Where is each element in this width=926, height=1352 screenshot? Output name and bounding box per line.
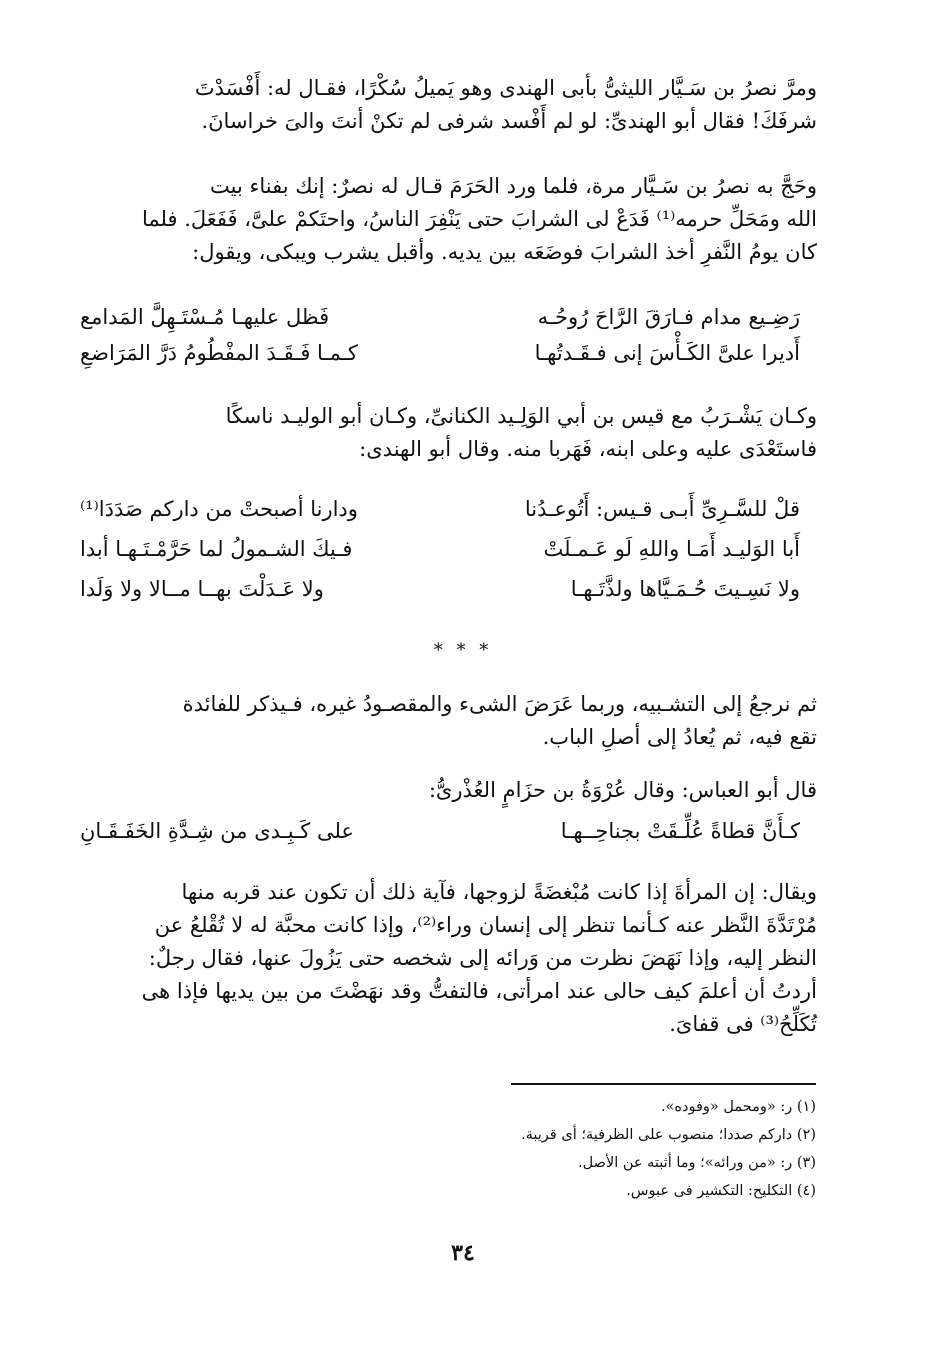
verse-first-hemistich: أَديرا علىَّ الكَـأْسَ إنى فـقَـدتُهـا bbox=[534, 341, 800, 365]
footnote: (٢) داركم صددا؛ منصوب على الظرفية؛ أى قريبة. bbox=[521, 1127, 816, 1143]
text-line: ثم نرجعُ إلى التشـبيه، وربما عَرَضَ الشىء والمقصـودُ غيره، فـيذكر للفائدة bbox=[182, 692, 817, 716]
text-line: النظر إليه، وإذا نَهَضَ نظرت من وَرائه إلى شخصه حتى يَزُولَ عنها، فقال رجلٌ: bbox=[148, 946, 817, 970]
text-line: قال أبو العباس: وقال عُرْوَةُ بن حزَامٍ العُذْرىُّ: bbox=[428, 778, 817, 802]
verse-second-hemistich: ودارنا أصبحتْ من داركم صَدَدَا⁽¹⁾ bbox=[80, 497, 358, 521]
footnote: (٤) التكليح: التكشير فى عبوس. bbox=[626, 1183, 816, 1199]
text-line: أردتُ أن أعلمَ كيف حالى عند امرأتى، فالتفتُّ وقد نهَضْتَ من بين يديها فإذا هى bbox=[141, 979, 817, 1003]
page-number: ٣٤ bbox=[451, 1240, 475, 1266]
text-line: ويقال: إن المرأةَ إذا كانت مُبْغضَةً لزوجها، فآية ذلك أن تكون عند قربه منها bbox=[181, 880, 817, 904]
verse-first-hemistich: ولا نَسِـيتَ حُـمَـيَّاها ولذَّتَـهـا bbox=[570, 577, 800, 601]
verse-second-hemistich: فَظل عليهـا مُـسْتَـهِلَّ المَدامع bbox=[80, 305, 330, 329]
text-line: وكـان يَشْـرَبُ مع قيس بن أبي الوَلِـيد الكنانىِّ، وكـان أبو الوليـد ناسكًا bbox=[225, 404, 817, 428]
footnote: (٣) ر: «من ورائه»؛ وما أثبته عن الأصل. bbox=[578, 1155, 816, 1171]
verse-second-hemistich: فـيكَ الشـمولُ لما حَرَّمْـتَـهـا أبدا bbox=[80, 537, 353, 561]
paragraph-4 bbox=[62, 688, 817, 754]
text-line: مُرْتَدَّةَ النَّظر عنه كـأنما تنظر إلى إنسان وراء⁽²⁾، وإذا كانت محبَّة له لا تُقْلعُ عن bbox=[154, 913, 817, 937]
paragraph-6 bbox=[62, 876, 817, 1041]
verse-second-hemistich: كـمـا فَـقَـدَ المفْطُومُ دَرَّ المَرَاضعِ bbox=[80, 341, 358, 365]
verse-second-hemistich: ولا عَـدَلْتَ بهــا مــالا ولا وَلَدا bbox=[80, 577, 324, 601]
text-line: شرفَكَ! فقال أبو الهندىِّ: لو لم أَفْسد شرفى لم تكنْ أنتَ والىَ خراسانَ. bbox=[201, 109, 817, 133]
text-line: تقع فيه، ثم يُعادُ إلى أصلِ الباب. bbox=[542, 725, 817, 749]
verse-second-hemistich: على كَـبِـدى من شِـدَّةِ الخَفَـقَـانِ bbox=[80, 819, 354, 843]
verse-first-hemistich: قلْ للسَّـرِىِّ أَبـى قـيس: أَتُوعـدُنا bbox=[524, 497, 800, 521]
text-line: تُكَلِّحُ⁽³⁾ فى قفاىَ. bbox=[669, 1012, 817, 1036]
footnote: (١) ر: «ومحمل «وفوده». bbox=[660, 1099, 816, 1115]
text-line: الله ومَحَلِّ حرمه⁽¹⁾ فَدَعْ لى الشرابَ حتى يَنْفِرَ الناسُ، واحتَكمْ علىَّ، فَفَعَلَ. فلما bbox=[141, 207, 817, 231]
verse-first-hemistich: رَضِـيع مدام فـارَقَ الرَّاحَ رُوحُـه bbox=[537, 305, 800, 329]
section-separator: * * * bbox=[433, 640, 493, 661]
verse-first-hemistich: كـأَنَّ قطاةً عُلِّـقَتْ بجناحِــهـا bbox=[560, 819, 800, 843]
verse-line bbox=[80, 300, 800, 334]
verse-first-hemistich: أَبا الوَليـد أَمَـا واللهِ لَو عَـمـلَتْ bbox=[543, 537, 800, 561]
verse-line bbox=[80, 572, 800, 606]
text-line: فاستَعْدَى عليه وعلى ابنه، فَهَربا منه. وقال أبو الهندى: bbox=[359, 437, 817, 461]
paragraph-1 bbox=[62, 72, 817, 138]
verse-line bbox=[80, 492, 800, 526]
verse-line bbox=[80, 532, 800, 566]
text-line: ومرَّ نصرُ بن سَـيَّار الليثىُّ بأبى الهندى وهو يَميلُ سُكْرًا، فقـال له: أَفْسَدْتَ bbox=[194, 76, 817, 100]
paragraph-2 bbox=[62, 170, 817, 269]
verse-line bbox=[80, 814, 800, 848]
paragraph-3 bbox=[62, 400, 817, 466]
footnote-divider bbox=[511, 1083, 816, 1085]
verse-line bbox=[80, 336, 800, 370]
text-line: وحَجَّ به نصرُ بن سَـيَّار مرة، فلما ورد الحَرَمَ قـال له نصرٌ: إنك بفناء بيت bbox=[210, 174, 817, 198]
text-line: كان يومُ النَّفرِ أخذ الشرابَ فوضَعَه بين يديه. وأقبل يشرب ويبكى، ويقول: bbox=[192, 240, 817, 264]
paragraph-5 bbox=[62, 774, 817, 807]
